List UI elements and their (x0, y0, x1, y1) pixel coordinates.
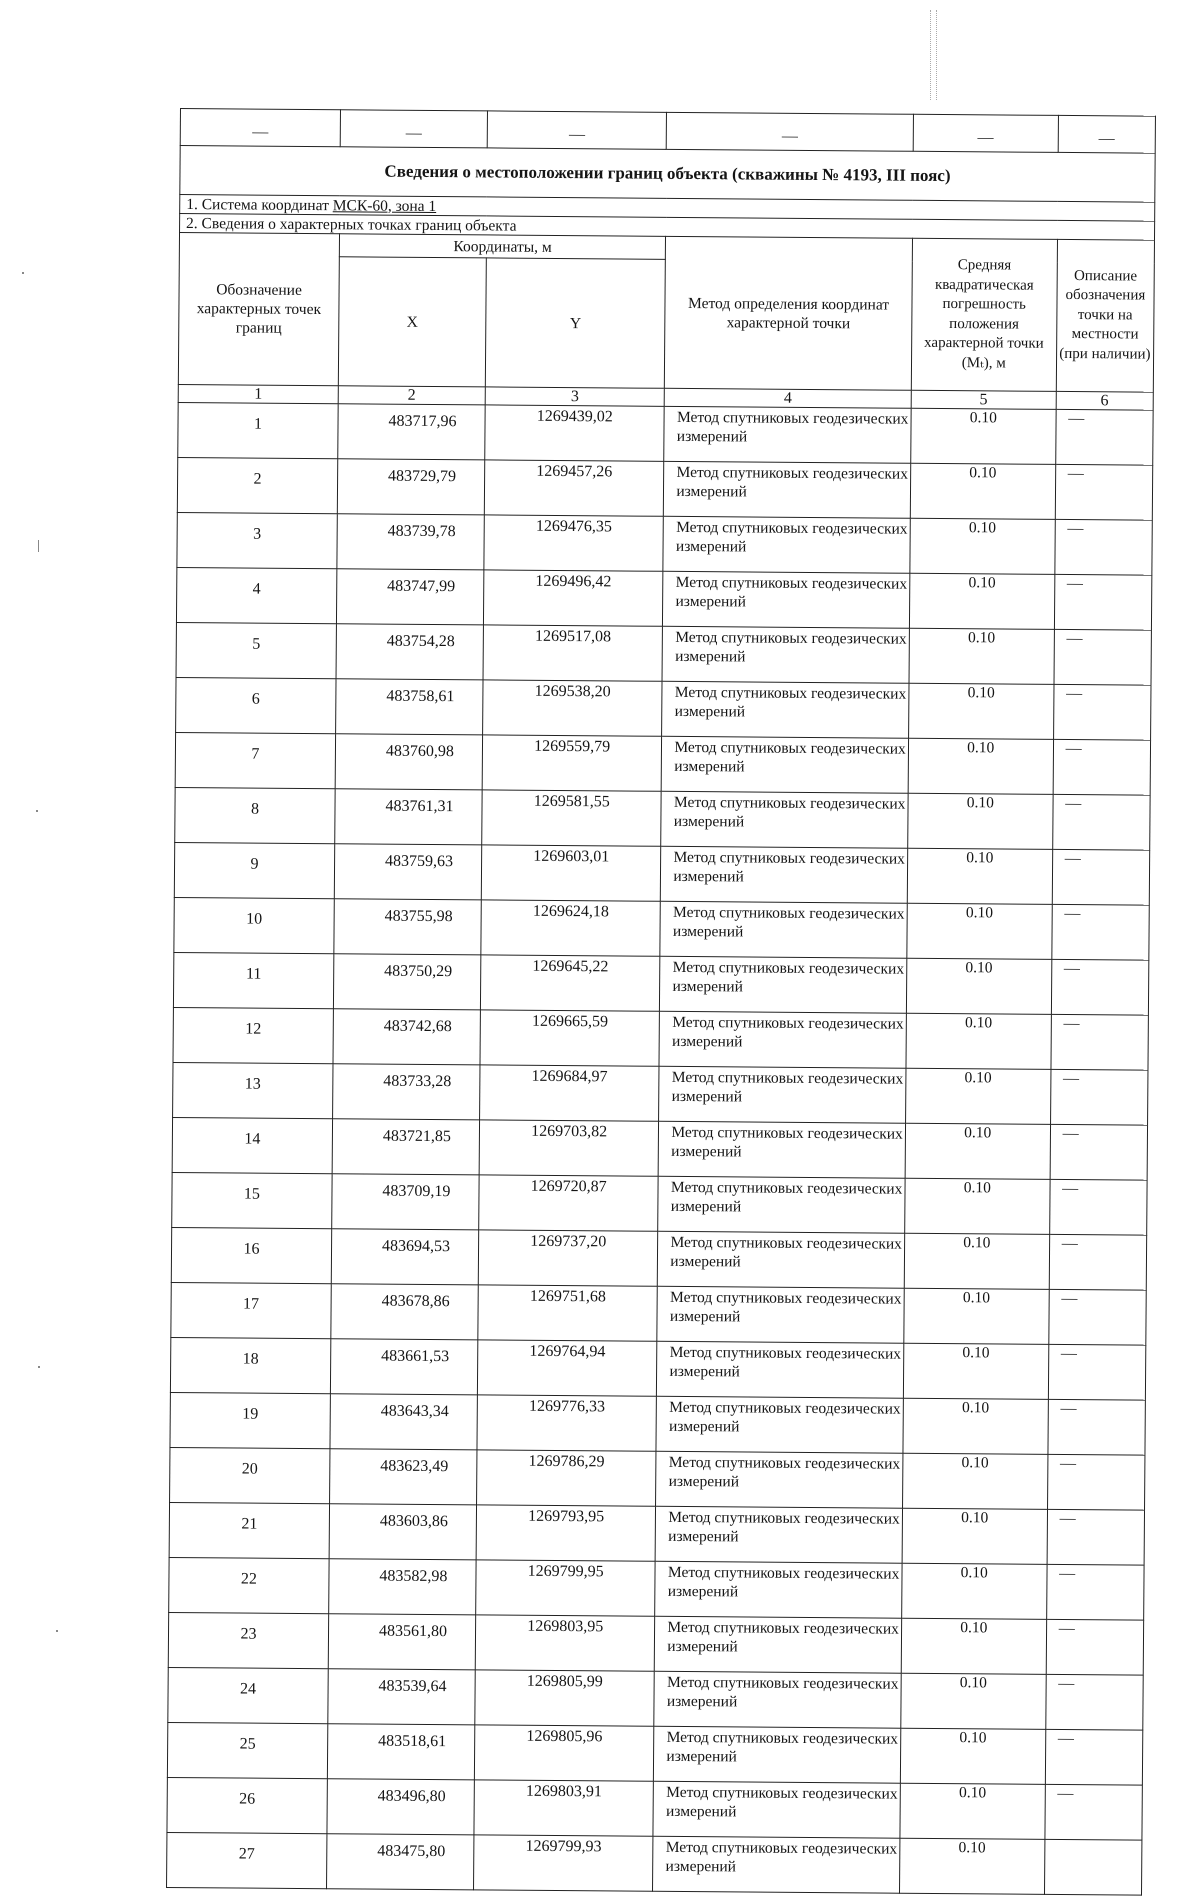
header-error: Средняя квадратическая погрешность положения характерной точки (Mₜ), м (911, 238, 1057, 391)
coordinate-y: 1269805,96 (474, 1725, 654, 1781)
point-number: 5 (176, 622, 336, 678)
description-cell: — (1055, 464, 1153, 520)
coordinate-x: 483759,63 (334, 844, 481, 900)
description-cell: — (1054, 574, 1152, 630)
coordinate-y: 1269476,35 (484, 515, 664, 571)
boundary-table (166, 108, 1156, 1896)
error-cell: 0.10 (909, 628, 1054, 684)
coordinate-y: 1269720,87 (479, 1175, 659, 1231)
description-cell: — (1050, 1069, 1148, 1125)
table-row (174, 842, 1149, 905)
description-cell: — (1055, 519, 1153, 575)
error-cell: 0.10 (902, 1508, 1047, 1564)
point-number: 13 (173, 1062, 333, 1118)
error-cell: 0.10 (904, 1233, 1049, 1289)
point-number: 14 (172, 1117, 332, 1173)
table-row (173, 1062, 1148, 1125)
method-cell: Метод спутниковых геодезических измерений (662, 681, 909, 738)
coordinate-x: 483761,31 (335, 789, 482, 845)
point-number: 10 (174, 897, 334, 953)
error-cell: 0.10 (910, 463, 1055, 519)
column-number: 2 (338, 386, 485, 405)
table-row (170, 1447, 1145, 1510)
coordinate-y: 1269799,95 (476, 1560, 656, 1616)
method-cell: Метод спутниковых геодезических измерений (656, 1451, 903, 1508)
description-cell (1044, 1839, 1142, 1895)
point-number: 11 (173, 952, 333, 1008)
description-cell: — (1045, 1729, 1143, 1785)
error-cell: 0.10 (903, 1343, 1048, 1399)
description-cell: — (1049, 1234, 1147, 1290)
method-cell: Метод спутниковых геодезических измерений (654, 1726, 901, 1783)
point-number: 20 (170, 1447, 330, 1503)
description-cell: — (1046, 1619, 1144, 1675)
column-number: 1 (178, 384, 338, 403)
coordinate-y: 1269439,02 (485, 405, 665, 461)
description-cell: — (1045, 1784, 1143, 1840)
point-number: 19 (170, 1392, 330, 1448)
table-row (167, 1832, 1142, 1895)
method-cell: Метод спутниковых геодезических измерений (659, 1011, 906, 1068)
error-cell: 0.10 (908, 738, 1053, 794)
header-point-designation: Обозначение характерных точек границ (178, 233, 339, 386)
description-cell: — (1051, 959, 1149, 1015)
table-row (168, 1667, 1143, 1730)
error-cell: 0.10 (905, 1068, 1050, 1124)
error-cell: 0.10 (906, 958, 1051, 1014)
method-cell: Метод спутниковых геодезических измерений (653, 1836, 900, 1893)
scan-artifact (38, 1366, 40, 1368)
column-number: 5 (911, 390, 1056, 409)
description-cell: — (1048, 1344, 1146, 1400)
table-row (171, 1227, 1146, 1290)
coordinate-y: 1269517,08 (483, 625, 663, 681)
table-row (173, 1007, 1148, 1070)
table-row (177, 457, 1152, 520)
method-cell: Метод спутниковых геодезических измерений (655, 1561, 902, 1618)
coordinate-x: 483750,29 (333, 954, 480, 1010)
error-cell: 0.10 (905, 1178, 1050, 1234)
point-number: 4 (176, 567, 336, 623)
table-row (178, 402, 1153, 465)
coordinate-y: 1269496,42 (483, 570, 663, 626)
table-row (169, 1502, 1144, 1565)
coordinate-x: 483717,96 (338, 404, 485, 460)
coordinate-x: 483760,98 (335, 734, 482, 790)
error-cell: 0.10 (899, 1838, 1044, 1894)
scan-artifact (36, 810, 38, 812)
table-row (175, 732, 1150, 795)
method-cell: Метод спутниковых геодезических измерений (661, 791, 908, 848)
description-cell: — (1046, 1564, 1144, 1620)
method-cell: Метод спутниковых геодезических измерений (654, 1671, 901, 1728)
error-cell: 0.10 (900, 1728, 1045, 1784)
error-cell: 0.10 (906, 1013, 1051, 1069)
document-sheet (166, 108, 1156, 1896)
method-cell: Метод спутниковых геодезических измерений (662, 736, 909, 793)
error-cell: 0.10 (903, 1398, 1048, 1454)
point-number: 16 (171, 1227, 331, 1283)
dash-cell: — (667, 112, 914, 151)
error-cell: 0.10 (902, 1453, 1047, 1509)
coordinate-x: 483623,49 (330, 1449, 477, 1505)
error-cell: 0.10 (904, 1288, 1049, 1344)
table-row (169, 1557, 1144, 1620)
coordinate-y: 1269776,33 (477, 1395, 657, 1451)
table-row (170, 1337, 1145, 1400)
method-cell: Метод спутниковых геодезических измерений (663, 571, 910, 628)
coordinate-x: 483661,53 (330, 1339, 477, 1395)
coordinate-y: 1269805,99 (475, 1670, 655, 1726)
error-cell: 0.10 (907, 903, 1052, 959)
method-cell: Метод спутниковых геодезических измерений (656, 1396, 903, 1453)
coordinate-y: 1269703,82 (479, 1120, 659, 1176)
description-cell: — (1048, 1399, 1146, 1455)
description-cell: — (1050, 1124, 1148, 1180)
description-cell: — (1054, 629, 1152, 685)
coordinate-x: 483643,34 (330, 1394, 477, 1450)
coordinate-x: 483496,80 (327, 1779, 474, 1835)
point-number: 15 (172, 1172, 332, 1228)
error-cell: 0.10 (901, 1618, 1046, 1674)
point-number: 8 (175, 787, 335, 843)
point-number: 1 (178, 402, 338, 458)
table-row (176, 677, 1151, 740)
point-number: 9 (174, 842, 334, 898)
table-row (175, 787, 1150, 850)
method-cell: Метод спутниковых геодезических измерений (664, 406, 911, 463)
point-number: 25 (167, 1722, 327, 1778)
method-cell: Метод спутниковых геодезических измерений (660, 956, 907, 1013)
coordinate-x: 483733,28 (333, 1064, 480, 1120)
point-number: 12 (173, 1007, 333, 1063)
scan-artifact (936, 10, 938, 100)
coordinate-system-value: МСК-60, зона 1 (332, 196, 437, 215)
coordinate-system-label: 1. Система координат (186, 195, 333, 214)
point-number: 3 (177, 512, 337, 568)
point-number: 21 (169, 1502, 329, 1558)
point-number: 23 (168, 1612, 328, 1668)
error-cell: 0.10 (909, 573, 1054, 629)
coordinate-x: 483582,98 (329, 1559, 476, 1615)
table-row (171, 1282, 1146, 1345)
error-cell: 0.10 (908, 793, 1053, 849)
method-cell: Метод спутниковых геодезических измерений (659, 1121, 906, 1178)
method-cell: Метод спутниковых геодезических измерений (663, 516, 910, 573)
point-number: 17 (171, 1282, 331, 1338)
description-cell: — (1053, 739, 1151, 795)
coordinate-x: 483561,80 (328, 1614, 475, 1670)
coordinate-x: 483739,78 (337, 514, 484, 570)
error-cell: 0.10 (908, 683, 1053, 739)
coordinate-y: 1269581,55 (482, 790, 662, 846)
description-cell: — (1047, 1509, 1145, 1565)
method-cell: Метод спутниковых геодезических измерений (664, 461, 911, 518)
description-cell: — (1052, 794, 1150, 850)
method-cell: Метод спутниковых геодезических измерений (658, 1176, 905, 1233)
coordinate-x: 483539,64 (328, 1669, 475, 1725)
dash-cell: — (1058, 115, 1156, 153)
table-body (167, 402, 1154, 1895)
method-cell: Метод спутниковых геодезических измерений (655, 1616, 902, 1673)
description-cell: — (1049, 1179, 1147, 1235)
coordinate-y: 1269793,95 (476, 1505, 656, 1561)
coordinate-y: 1269665,59 (480, 1010, 660, 1066)
table-row (168, 1612, 1143, 1675)
error-cell: 0.10 (905, 1123, 1050, 1179)
description-cell: — (1047, 1454, 1145, 1510)
table-row (167, 1777, 1142, 1840)
coordinate-y: 1269624,18 (481, 900, 661, 956)
table-row (177, 512, 1152, 575)
header-description: Описание обозначения точки на местности (при наличии) (1056, 239, 1155, 392)
header-coordinates: Координаты, м (339, 234, 666, 260)
column-number: 3 (485, 387, 665, 406)
coordinate-x: 483754,28 (336, 624, 483, 680)
description-cell: — (1055, 409, 1153, 465)
point-number: 26 (167, 1777, 327, 1833)
coordinate-x: 483755,98 (334, 899, 481, 955)
table-row (172, 1172, 1147, 1235)
method-cell: Метод спутниковых геодезических измерений (660, 901, 907, 958)
coordinate-y: 1269645,22 (480, 955, 660, 1011)
coordinate-x: 483758,61 (336, 679, 483, 735)
coordinate-y: 1269457,26 (484, 460, 664, 516)
table-row (172, 1117, 1147, 1180)
coordinate-y: 1269603,01 (481, 845, 661, 901)
point-number: 7 (175, 732, 335, 788)
coordinate-y: 1269559,79 (482, 735, 662, 791)
coordinate-x: 483721,85 (332, 1119, 479, 1175)
scan-artifact (56, 1630, 58, 1632)
table-row (174, 897, 1149, 960)
coordinate-x: 483747,99 (336, 569, 483, 625)
point-number: 22 (169, 1557, 329, 1613)
coordinate-y: 1269764,94 (477, 1340, 657, 1396)
method-cell: Метод спутниковых геодезических измерений (653, 1781, 900, 1838)
description-cell: — (1052, 904, 1150, 960)
coordinate-x: 483475,80 (326, 1834, 473, 1890)
coordinate-x: 483694,53 (331, 1229, 478, 1285)
scan-artifact (22, 272, 24, 274)
coordinate-y: 1269803,91 (474, 1780, 654, 1836)
scan-artifact (930, 10, 932, 100)
table-row (173, 952, 1148, 1015)
header-y: Y (485, 258, 665, 388)
error-cell: 0.10 (901, 1563, 1046, 1619)
point-number: 27 (167, 1832, 327, 1888)
description-cell: — (1051, 1014, 1149, 1070)
coordinate-x: 483709,19 (332, 1174, 479, 1230)
column-number: 4 (665, 388, 912, 408)
coordinate-y: 1269751,68 (478, 1285, 658, 1341)
error-cell: 0.10 (907, 848, 1052, 904)
table-row (167, 1722, 1142, 1785)
column-number: 6 (1056, 391, 1153, 410)
coordinate-y: 1269786,29 (477, 1450, 657, 1506)
table-row (170, 1392, 1145, 1455)
method-cell: Метод спутниковых геодезических измерений (657, 1341, 904, 1398)
method-cell: Метод спутниковых геодезических измерений (659, 1066, 906, 1123)
point-number: 2 (177, 457, 337, 513)
error-cell: 0.10 (910, 518, 1055, 574)
coordinate-y: 1269737,20 (478, 1230, 658, 1286)
dash-cell: — (340, 110, 487, 148)
dash-cell: — (487, 111, 667, 149)
method-cell: Метод спутниковых геодезических измерений (662, 626, 909, 683)
coordinate-x: 483742,68 (333, 1009, 480, 1065)
coordinate-x: 483518,61 (327, 1724, 474, 1780)
points-section-label: 2. Сведения о характерных точках границ объекта (180, 214, 1155, 241)
dash-cell: — (913, 114, 1058, 152)
table-row (176, 622, 1151, 685)
coordinate-x: 483603,86 (329, 1504, 476, 1560)
header-method: Метод определения координат характерной точки (665, 236, 913, 390)
description-cell: — (1045, 1674, 1143, 1730)
coordinate-y: 1269684,97 (480, 1065, 660, 1121)
coordinate-y: 1269803,95 (475, 1615, 655, 1671)
header-x: X (338, 257, 486, 387)
error-cell: 0.10 (901, 1673, 1046, 1729)
coordinate-y: 1269538,20 (483, 680, 663, 736)
description-cell: — (1048, 1289, 1146, 1345)
scan-artifact (38, 540, 39, 552)
description-cell: — (1053, 684, 1151, 740)
table-row (176, 567, 1151, 630)
coordinate-y: 1269799,93 (473, 1835, 653, 1891)
method-cell: Метод спутниковых геодезических измерений (655, 1506, 902, 1563)
method-cell: Метод спутниковых геодезических измерений (657, 1286, 904, 1343)
point-number: 18 (170, 1337, 330, 1393)
coordinate-x: 483729,79 (337, 459, 484, 515)
error-cell: 0.10 (911, 408, 1056, 464)
method-cell: Метод спутниковых геодезических измерений (661, 846, 908, 903)
dash-cell: — (180, 109, 340, 147)
description-cell: — (1052, 849, 1150, 905)
point-number: 24 (168, 1667, 328, 1723)
coordinate-x: 483678,86 (331, 1284, 478, 1340)
error-cell: 0.10 (900, 1783, 1045, 1839)
table-title: Сведения о местоположении границ объекта (скважины № 4193, III пояс) (180, 146, 1155, 203)
point-number: 6 (176, 677, 336, 733)
method-cell: Метод спутниковых геодезических измерений (658, 1231, 905, 1288)
